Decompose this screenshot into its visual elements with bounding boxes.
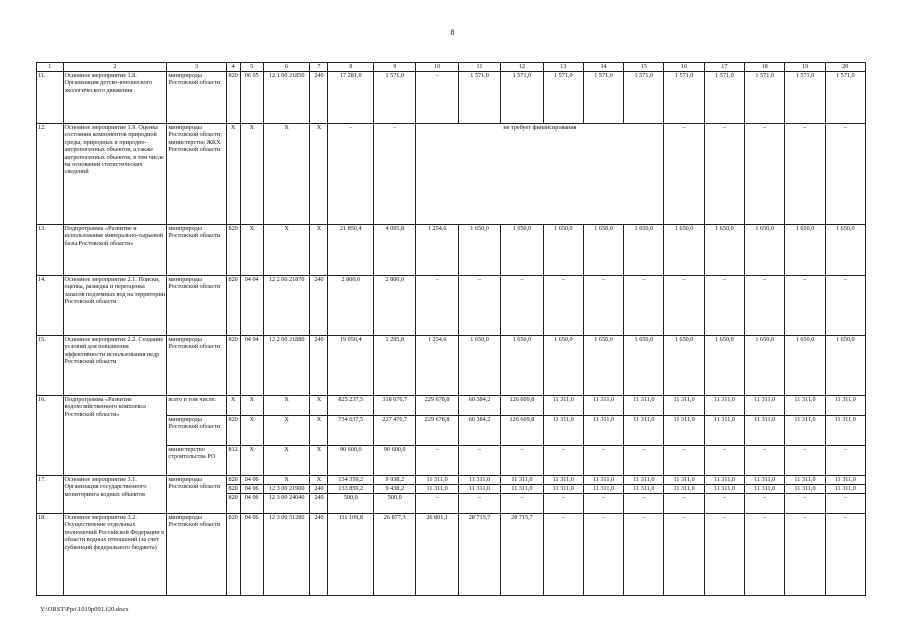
value-cell: – <box>825 494 865 514</box>
table-row <box>37 72 866 124</box>
value-cell: – <box>583 446 623 476</box>
value-cell: 1 571,0 <box>543 72 583 124</box>
value-cell: 11 311,0 <box>543 485 583 494</box>
csr-cell: X <box>263 416 310 446</box>
executor: министерство строительства РО <box>167 446 226 476</box>
value-cell: – <box>458 494 500 514</box>
value-cell: – <box>624 514 664 596</box>
value-cell: 11 311,0 <box>583 485 623 494</box>
value-cell: – <box>458 276 500 336</box>
vr-cell: X <box>310 416 328 446</box>
value-cell: – <box>416 446 458 476</box>
value-cell: – <box>543 276 583 336</box>
header-cell: 2 <box>63 63 167 72</box>
rzpr-cell: X <box>240 396 263 416</box>
vr-cell: X <box>310 124 328 225</box>
value-cell: 1 650,0 <box>704 225 744 276</box>
value-cell: – <box>704 494 744 514</box>
value-cell: 1 650,0 <box>583 336 623 396</box>
footer-file-path: Y:\ORST\Ppo\1019p091.f20.docx <box>40 606 129 613</box>
value-cell: 1 571,0 <box>785 72 825 124</box>
grbs-cell: 820 <box>226 485 240 494</box>
csr-cell: X <box>263 446 310 476</box>
value-cell: – <box>664 494 704 514</box>
rzpr-cell: X <box>240 225 263 276</box>
value-cell: – <box>785 124 825 225</box>
value-cell: 11 311,0 <box>664 416 704 446</box>
value-cell: 134 359,2 <box>328 476 374 485</box>
value-cell: 11 311,0 <box>704 396 744 416</box>
header-cell: 6 <box>263 63 310 72</box>
measure-name: Основное мероприятие 1.9. Оценка состояния компонентов природной среды, природных и природно-антропогенных объектов, а также антропогенных объектов, в том числе на основании статистических сведений <box>63 124 167 225</box>
value-cell: 1 571,0 <box>501 72 543 124</box>
row-number: 18. <box>37 514 64 596</box>
value-cell: 11 311,0 <box>825 485 865 494</box>
grbs-cell: 820 <box>226 336 240 396</box>
rzpr-cell: X <box>240 416 263 446</box>
measure-name: Основное мероприятие 2.1. Поиски, оценка, разведка и переоценка запасов подземных вод на территории Ростовской области <box>63 276 167 336</box>
value-cell: – <box>624 276 664 336</box>
value-cell: 11 311,0 <box>785 476 825 485</box>
value-cell: 9 938,2 <box>374 476 416 485</box>
executor: минприроды Ростовской области <box>167 276 226 336</box>
header-cell: 7 <box>310 63 328 72</box>
rzpr-cell: 04 06 <box>240 476 263 485</box>
csr-cell: X <box>263 396 310 416</box>
vr-cell: X <box>310 446 328 476</box>
rzpr-cell: 04 06 <box>240 494 263 514</box>
measure-name: Подпрограмма «Развитие водохозяйственного комплекса Ростовской области» <box>63 396 167 476</box>
measure-name: Подпрограмма «Развитие и использование минерально-сырьевой базы Ростовской области» <box>63 225 167 276</box>
value-cell: – <box>785 446 825 476</box>
grbs-cell: 820 <box>226 514 240 596</box>
value-cell: 1 650,0 <box>664 336 704 396</box>
csr-cell: 12 3 00 51280 <box>263 514 310 596</box>
value-cell: 11 311,0 <box>745 396 785 416</box>
value-cell: 229 678,8 <box>416 396 458 416</box>
value-cell: 11 311,0 <box>745 476 785 485</box>
value-cell: – <box>745 276 785 336</box>
value-cell: – <box>745 446 785 476</box>
value-cell: 1 650,0 <box>624 336 664 396</box>
executor: минприроды Ростовской области; министерство ЖКХ Ростовской области <box>167 124 226 225</box>
table-row <box>37 396 866 416</box>
executor: минприроды Ростовской области <box>167 476 226 514</box>
value-cell: 11 311,0 <box>583 476 623 485</box>
vr-cell: X <box>310 476 328 485</box>
value-cell: – <box>416 276 458 336</box>
table-row <box>37 124 866 225</box>
value-cell: 11 311,0 <box>704 416 744 446</box>
row-number: 12. <box>37 124 64 225</box>
value-cell: 19 050,4 <box>328 336 374 396</box>
value-cell: 11 311,0 <box>664 396 704 416</box>
value-cell: 11 311,0 <box>583 416 623 446</box>
value-cell: 11 311,0 <box>624 485 664 494</box>
rzpr-cell: 04 04 <box>240 336 263 396</box>
value-cell: 1 650,0 <box>458 225 500 276</box>
no-funding-note: не требует финансирования <box>416 124 664 225</box>
value-cell: 11 311,0 <box>458 485 500 494</box>
value-cell: 1 650,0 <box>704 336 744 396</box>
value-cell: – <box>501 494 543 514</box>
value-cell: 1 571,0 <box>825 72 865 124</box>
value-cell: – <box>704 446 744 476</box>
value-cell: 1 571,0 <box>745 72 785 124</box>
value-cell: 1 254,6 <box>416 225 458 276</box>
value-cell: – <box>583 494 623 514</box>
value-cell: 1 650,0 <box>825 336 865 396</box>
table-row <box>37 476 866 485</box>
header-cell: 13 <box>543 63 583 72</box>
value-cell: – <box>583 514 623 596</box>
value-cell: 1 650,0 <box>745 225 785 276</box>
vr-cell: 240 <box>310 494 328 514</box>
value-cell: 11 311,0 <box>825 396 865 416</box>
header-cell: 10 <box>416 63 458 72</box>
value-cell: – <box>664 446 704 476</box>
rzpr-cell: 04 06 <box>240 514 263 596</box>
value-cell: – <box>745 124 785 225</box>
header-cell: 11 <box>458 63 500 72</box>
value-cell: 11 311,0 <box>704 485 744 494</box>
value-cell: 1 571,0 <box>704 72 744 124</box>
value-cell: 2 800,0 <box>374 276 416 336</box>
value-cell: 1 650,0 <box>785 225 825 276</box>
csr-cell: 12 3 00 24040 <box>263 494 310 514</box>
rzpr-cell: 06 05 <box>240 72 263 124</box>
value-cell: 126 609,8 <box>501 416 543 446</box>
value-cell: 1 650,0 <box>543 336 583 396</box>
csr-cell: X <box>263 225 310 276</box>
value-cell: – <box>624 494 664 514</box>
budget-table <box>36 62 866 596</box>
value-cell: 11 311,0 <box>785 396 825 416</box>
header-cell: 9 <box>374 63 416 72</box>
row-number: 16. <box>37 396 64 476</box>
value-cell: 11 311,0 <box>583 396 623 416</box>
executor: всего в том числе: <box>167 396 226 416</box>
page-number: 8 <box>450 28 455 37</box>
value-cell: 11 311,0 <box>664 485 704 494</box>
header-cell: 4 <box>226 63 240 72</box>
value-cell: – <box>745 514 785 596</box>
csr-cell: X <box>263 476 310 485</box>
header-cell: 12 <box>501 63 543 72</box>
value-cell: – <box>501 446 543 476</box>
row-number: 13. <box>37 225 64 276</box>
value-cell: – <box>583 276 623 336</box>
value-cell: 11 311,0 <box>501 485 543 494</box>
value-cell: 318 076,7 <box>374 396 416 416</box>
value-cell: – <box>704 514 744 596</box>
csr-cell: 12 2 00 21870 <box>263 276 310 336</box>
grbs-cell: 820 <box>226 416 240 446</box>
header-row <box>37 63 866 72</box>
row-number: 11. <box>37 72 64 124</box>
value-cell: 26 801,1 <box>416 514 458 596</box>
measure-name: Основное мероприятие 3.1. Организация государственного мониторинга водных объектов <box>63 476 167 514</box>
value-cell: – <box>785 514 825 596</box>
header-cell: 5 <box>240 63 263 72</box>
value-cell: 11 311,0 <box>745 416 785 446</box>
row-number: 14. <box>37 276 64 336</box>
measure-name: Основное мероприятие 2.2. Создание условий для повышения эффективности использования недр Ростовской области <box>63 336 167 396</box>
value-cell: – <box>785 276 825 336</box>
value-cell: 1 650,0 <box>745 336 785 396</box>
value-cell: 1 295,8 <box>374 336 416 396</box>
table-row <box>37 225 866 276</box>
value-cell: – <box>825 276 865 336</box>
header-cell: 17 <box>704 63 744 72</box>
value-cell: 1 571,0 <box>374 72 416 124</box>
rzpr-cell: 04 06 <box>240 485 263 494</box>
value-cell: 111 109,8 <box>328 514 374 596</box>
value-cell: – <box>704 124 744 225</box>
value-cell: – <box>543 494 583 514</box>
value-cell: 2 800,0 <box>328 276 374 336</box>
value-cell: 21 850,4 <box>328 225 374 276</box>
value-cell: 4 095,8 <box>374 225 416 276</box>
header-cell: 15 <box>624 63 664 72</box>
value-cell: – <box>416 494 458 514</box>
grbs-cell: 820 <box>226 276 240 336</box>
value-cell: 11 311,0 <box>624 396 664 416</box>
value-cell: – <box>825 446 865 476</box>
value-cell: 11 311,0 <box>704 476 744 485</box>
value-cell: 500,0 <box>328 494 374 514</box>
header-cell: 8 <box>328 63 374 72</box>
value-cell: – <box>664 276 704 336</box>
rzpr-cell: X <box>240 446 263 476</box>
value-cell: 1 650,0 <box>501 336 543 396</box>
grbs-cell: 820 <box>226 72 240 124</box>
value-cell: 28 715,7 <box>458 514 500 596</box>
value-cell: 11 311,0 <box>416 485 458 494</box>
value-cell: 60 384,2 <box>458 416 500 446</box>
table-row <box>37 514 866 596</box>
value-cell: 90 600,0 <box>328 446 374 476</box>
value-cell: 11 311,0 <box>543 416 583 446</box>
value-cell: 133 859,2 <box>328 485 374 494</box>
value-cell: – <box>624 446 664 476</box>
vr-cell: 240 <box>310 72 328 124</box>
executor: минприроды Ростовской области <box>167 416 226 446</box>
value-cell: 1 650,0 <box>785 336 825 396</box>
value-cell: 1 571,0 <box>458 72 500 124</box>
vr-cell: 240 <box>310 336 328 396</box>
measure-name: Основное мероприятие 3.2. Осуществление отдельных полномочий Российской Федерации в области водных отношений (за счет субвенций федерального бюджета) <box>63 514 167 596</box>
table-row <box>37 276 866 336</box>
header-cell: 14 <box>583 63 623 72</box>
value-cell: 90 600,0 <box>374 446 416 476</box>
value-cell: 1 254,6 <box>416 336 458 396</box>
header-cell: 3 <box>167 63 226 72</box>
value-cell: – <box>704 276 744 336</box>
executor: минприроды Ростовской области <box>167 336 226 396</box>
value-cell: – <box>416 72 458 124</box>
vr-cell: 240 <box>310 485 328 494</box>
header-cell: 16 <box>664 63 704 72</box>
value-cell: 11 311,0 <box>825 416 865 446</box>
vr-cell: X <box>310 396 328 416</box>
executor: минприроды Ростовской области <box>167 72 226 124</box>
executor: минприроды Ростовской области <box>167 225 226 276</box>
value-cell: – <box>664 124 704 225</box>
vr-cell: 240 <box>310 276 328 336</box>
value-cell: 11 311,0 <box>543 396 583 416</box>
value-cell: 26 877,3 <box>374 514 416 596</box>
value-cell: 1 650,0 <box>458 336 500 396</box>
value-cell: 60 384,2 <box>458 396 500 416</box>
value-cell: 11 311,0 <box>624 476 664 485</box>
row-number: 15. <box>37 336 64 396</box>
csr-cell: 12 2 00 21880 <box>263 336 310 396</box>
value-cell: 11 311,0 <box>624 416 664 446</box>
value-cell: 825 237,5 <box>328 396 374 416</box>
csr-cell: 12 1 00 21850 <box>263 72 310 124</box>
value-cell: 500,0 <box>374 494 416 514</box>
grbs-cell: 820 <box>226 476 240 485</box>
value-cell: – <box>543 514 583 596</box>
value-cell: 1 571,0 <box>583 72 623 124</box>
grbs-cell: X <box>226 124 240 225</box>
value-cell: 11 311,0 <box>785 485 825 494</box>
value-cell: 11 311,0 <box>745 485 785 494</box>
value-cell: – <box>825 514 865 596</box>
header-cell: 18 <box>745 63 785 72</box>
value-cell: 28 715,7 <box>501 514 543 596</box>
value-cell: 734 637,5 <box>328 416 374 446</box>
row-number: 17. <box>37 476 64 514</box>
header-cell: 20 <box>825 63 865 72</box>
value-cell: – <box>745 494 785 514</box>
csr-cell: 12 3 00 21900 <box>263 485 310 494</box>
value-cell: 11 311,0 <box>458 476 500 485</box>
value-cell: 1 650,0 <box>624 225 664 276</box>
measure-name: Основное мероприятие 1.8. Организация детско-юношеского экологического движения <box>63 72 167 124</box>
vr-cell: 240 <box>310 514 328 596</box>
grbs-cell: 812 <box>226 446 240 476</box>
value-cell: – <box>664 514 704 596</box>
rzpr-cell: 04 04 <box>240 276 263 336</box>
value-cell: 11 311,0 <box>664 476 704 485</box>
csr-cell: X <box>263 124 310 225</box>
value-cell: – <box>328 124 374 225</box>
value-cell: 1 571,0 <box>624 72 664 124</box>
value-cell: 11 311,0 <box>416 476 458 485</box>
grbs-cell: X <box>226 396 240 416</box>
header-cell: 19 <box>785 63 825 72</box>
value-cell: 17 281,0 <box>328 72 374 124</box>
value-cell: – <box>458 446 500 476</box>
grbs-cell: 820 <box>226 494 240 514</box>
value-cell: 1 650,0 <box>543 225 583 276</box>
value-cell: 1 650,0 <box>501 225 543 276</box>
value-cell: 1 650,0 <box>664 225 704 276</box>
vr-cell: X <box>310 225 328 276</box>
value-cell: 11 311,0 <box>501 476 543 485</box>
header-cell: 1 <box>37 63 64 72</box>
rzpr-cell: X <box>240 124 263 225</box>
value-cell: 11 311,0 <box>785 416 825 446</box>
value-cell: 227 476,7 <box>374 416 416 446</box>
grbs-cell: 820 <box>226 225 240 276</box>
executor: минприроды Ростовской области <box>167 514 226 596</box>
table-row <box>37 336 866 396</box>
value-cell: 11 311,0 <box>543 476 583 485</box>
value-cell: 229 678,8 <box>416 416 458 446</box>
value-cell: – <box>374 124 416 225</box>
value-cell: – <box>501 276 543 336</box>
value-cell: 1 571,0 <box>664 72 704 124</box>
value-cell: 1 650,0 <box>825 225 865 276</box>
value-cell: – <box>825 124 865 225</box>
value-cell: 11 311,0 <box>825 476 865 485</box>
value-cell: – <box>785 494 825 514</box>
value-cell: 9 438,2 <box>374 485 416 494</box>
value-cell: 126 609,8 <box>501 396 543 416</box>
value-cell: – <box>543 446 583 476</box>
value-cell: 1 650,0 <box>583 225 623 276</box>
